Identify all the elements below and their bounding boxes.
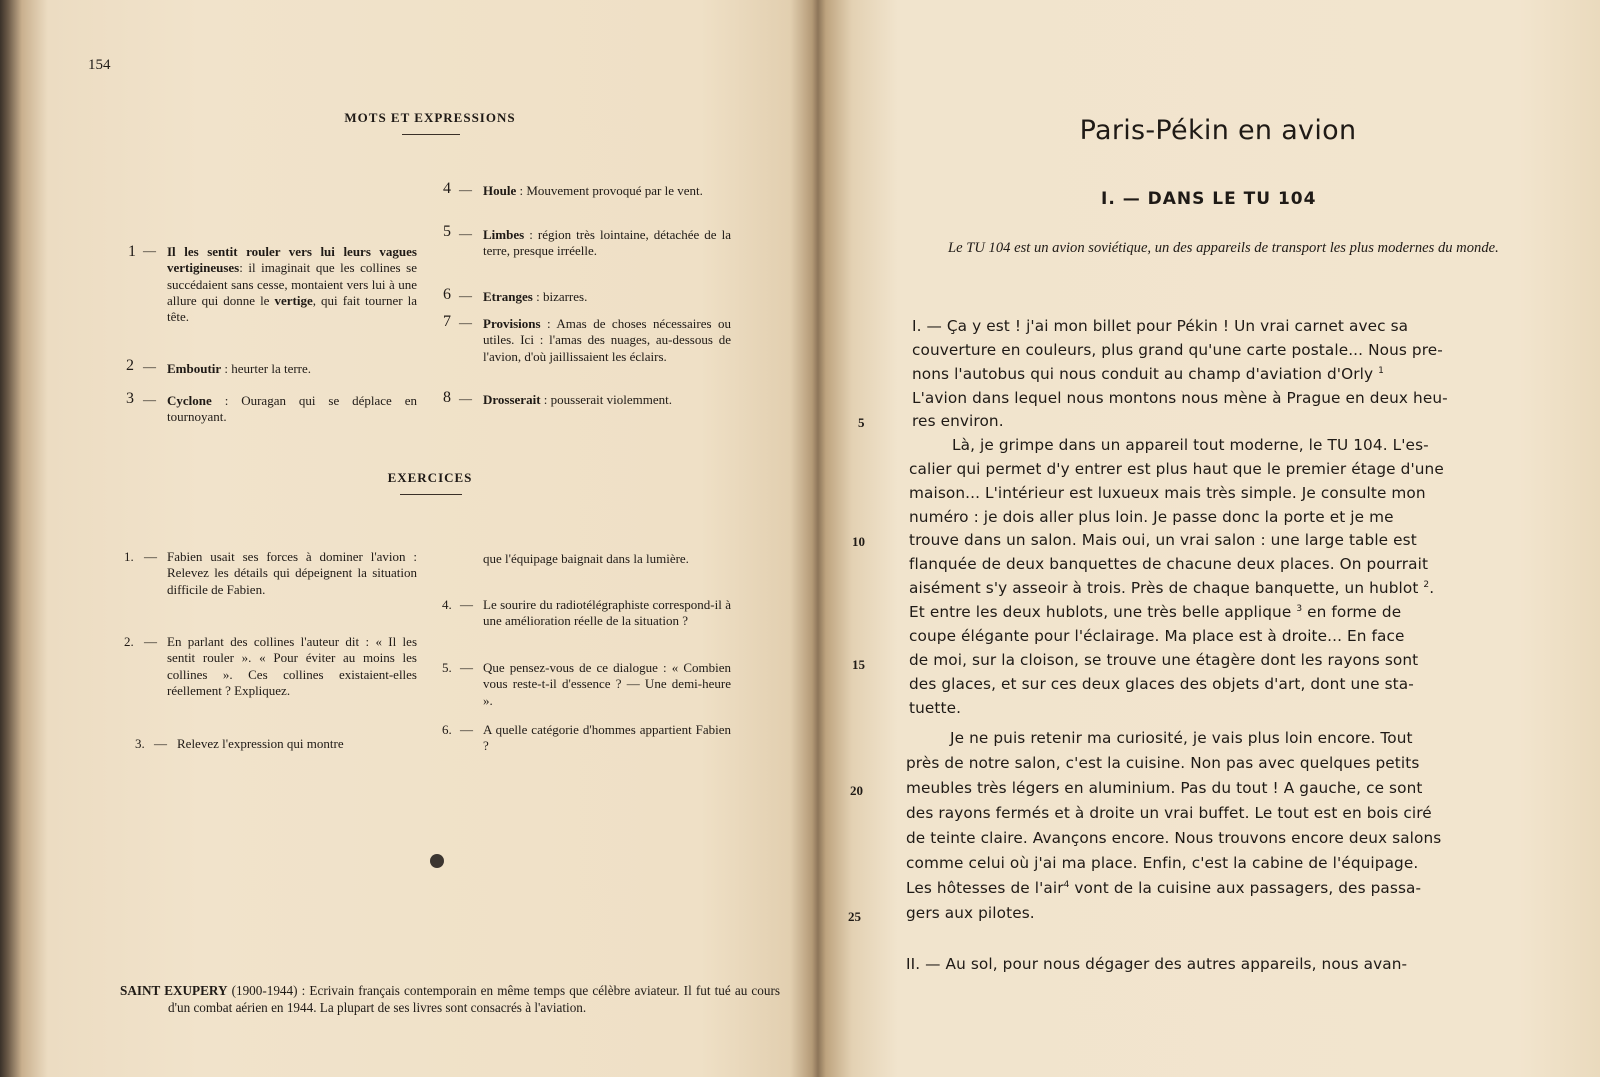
note-number: 3: [126, 390, 134, 407]
text-line: de moi, sur la cloison, se trouve une étagère dont les rayons sont: [909, 651, 1419, 669]
note-number: 1: [128, 243, 136, 260]
text-line: gers aux pilotes.: [906, 904, 1035, 922]
text-line: res environ.: [912, 412, 1004, 430]
text-line-body: Et entre les deux hublots, une très belle applique: [909, 603, 1292, 621]
text-line: I. — Ça y est ! j'ai mon billet pour Pékin ! Un vrai carnet avec sa: [912, 317, 1409, 335]
text-line-tail: vont de la cuisine aux passagers, des passa-: [1069, 879, 1422, 897]
exercise-number: 3.: [135, 736, 145, 751]
note-definition-secondary: , qui fait tourner la tête.: [167, 292, 418, 325]
exercise-item-3-continuation: que l'équipage baignait dans la lumière.: [483, 551, 689, 566]
text-line: des glaces, et sur ces deux glaces des objets d'art, dont une sta-: [909, 675, 1414, 693]
note-term: Provisions: [483, 316, 541, 331]
note-item-7: [483, 316, 731, 365]
note-dash: —: [459, 226, 472, 241]
note-term: Limbes: [483, 227, 525, 242]
note-dash: —: [143, 392, 156, 407]
note-dash: —: [459, 391, 472, 406]
note-term: Etranges: [483, 289, 533, 304]
note-item-1: [167, 244, 417, 325]
note-item-5: [483, 227, 731, 260]
exercise-dash: —: [460, 660, 473, 675]
text-line: des rayons fermés et à droite un vrai buffet. Le tout est en bois ciré: [906, 804, 1432, 822]
note-term-secondary: vertige: [274, 292, 313, 308]
footnote-marker: 1: [1378, 365, 1384, 376]
note-definition: : Mouvement provoqué par le vent.: [516, 183, 703, 198]
note-number: 8: [443, 389, 451, 406]
note-dash: —: [459, 182, 472, 197]
exercise-item-4: Le sourire du radiotélégraphiste correspond-il à une amélioration réelle de la situation ?: [483, 597, 731, 629]
text-line: maison... L'intérieur est luxueux mais très simple. Je consulte mon: [909, 484, 1426, 502]
note-item-4: [483, 183, 731, 199]
text-line: comme celui où j'ai ma place. Enfin, c'est la cabine de l'équipage.: [906, 854, 1419, 872]
exercise-number: 5.: [442, 660, 452, 675]
line-number: 25: [848, 909, 861, 924]
note-item-3: [167, 393, 417, 426]
text-line-body: nons l'autobus qui nous conduit au champ d'aviation d'Orly: [912, 365, 1374, 383]
text-line: de teinte claire. Avançons encore. Nous trouvons encore deux salons: [906, 829, 1442, 847]
text-line: près de notre salon, c'est la cuisine. Non pas avec quelques petits: [906, 754, 1420, 772]
exercise-number: 4.: [442, 597, 452, 612]
text-line-tail: en forme de: [1302, 603, 1402, 621]
note-term: Emboutir: [167, 361, 222, 376]
author-name: SAINT EXUPERY: [120, 983, 228, 998]
text-line: meubles très légers en aluminium. Pas du tout ! A gauche, ce sont: [906, 779, 1423, 797]
text-line: L'avion dans lequel nous montons nous mène à Prague en deux heu-: [912, 389, 1448, 407]
note-dash: —: [459, 288, 472, 303]
note-dash: —: [459, 315, 472, 330]
note-dash: —: [143, 359, 156, 374]
text-line: numéro : je dois aller plus loin. Je passe donc la porte et je me: [909, 508, 1394, 526]
exercise-item-1: Fabien usait ses forces à dominer l'avion : Relevez les détails qui dépeignent la situation difficile de Fabien.: [167, 549, 417, 597]
page-title: Paris-Pékin en avion: [1079, 115, 1357, 146]
author-bio-text: (1900-1944) : Ecrivain français contemporain en même temps que célèbre aviateur. Il fut tué au cours d'un combat aérien en 1944. La plupart de ses livres sont consacrés à l'aviation.: [168, 983, 780, 1015]
note-definition: : Ouragan qui se déplace en tournoyant.: [167, 393, 417, 425]
exercises-title: EXERCICES: [387, 470, 473, 485]
exercises-title-rule: [400, 494, 462, 495]
line-number: 5: [858, 415, 865, 430]
note-definition: : pousserait violemment.: [540, 392, 672, 407]
exercise-item-6: A quelle catégorie d'hommes appartient Fabien ?: [483, 722, 731, 754]
text-line: aisément s'y asseoir à trois. Près de chaque banquette, un hublot $^2$.: [909, 579, 1435, 597]
note-item-6: [483, 289, 731, 305]
footnote-marker: 2: [1423, 579, 1430, 590]
exercise-dash: —: [460, 597, 473, 612]
exercise-item-3: Relevez l'expression qui montre: [177, 736, 344, 751]
note-item-2: [167, 361, 417, 377]
line-number: 20: [850, 783, 863, 798]
footnote-marker: 4: [1063, 879, 1070, 890]
note-definition: : région très lointaine, détachée de la terre, presque irréelle.: [483, 227, 731, 259]
note-number: 2: [126, 357, 134, 374]
note-definition: : il imaginait que les collines se succédaient sans cesse, montaient vers lui à une allure qui donne le: [167, 260, 417, 308]
note-number: 4: [443, 180, 451, 197]
note-term: Houle: [483, 183, 517, 198]
line-number: 10: [852, 534, 865, 549]
text-line: Là, je grimpe dans un appareil tout moderne, le TU 104. L'es-: [952, 436, 1429, 454]
text-line: Je ne puis retenir ma curiosité, je vais plus loin encore. Tout: [950, 729, 1413, 747]
text-line-body: Les hôtesses de l'air: [906, 879, 1064, 897]
vocab-title-rule: [402, 134, 460, 135]
exercise-number: 6.: [442, 722, 452, 737]
note-number: 6: [443, 286, 451, 303]
note-term: Il les sentit rouler vers lui leurs vagues vertigineuses: [167, 244, 417, 276]
text-line: tuette.: [909, 699, 962, 717]
note-number: 7: [443, 313, 451, 330]
text-line: flanquée de deux banquettes de chacune deux places. On pourrait: [909, 555, 1429, 573]
note-number: 5: [443, 223, 451, 240]
note-definition: : bizarres.: [532, 289, 588, 304]
vocab-title: MOTS ET EXPRESSIONS: [344, 110, 516, 125]
note-term: Drosserait: [483, 392, 541, 407]
section-subtitle: I. — DANS LE TU 104: [1101, 189, 1317, 209]
text-line: [906, 879, 1421, 897]
exercise-number: 1.: [124, 549, 134, 564]
note-definition: : heurter la terre.: [221, 361, 312, 376]
exercise-item-2: En parlant des collines l'auteur dit : « Il les sentit rouler ». « Pour éviter au moins les collines ». Ces collines existaient-elles réellement ? Expliquez.: [167, 634, 417, 698]
text-line-body: aisément s'y asseoir à trois. Près de chaque banquette, un hublot: [909, 579, 1419, 597]
text-line: II. — Au sol, pour nous dégager des autres appareils, nous avan-: [906, 955, 1408, 973]
note-dash: —: [143, 243, 156, 258]
text-line: coupe élégante pour l'éclairage. Ma place est à droite... En face: [909, 627, 1405, 645]
exercise-number: 2.: [124, 634, 134, 649]
intro-paragraph: Le TU 104 est un avion soviétique, un des appareils de transport les plus modernes du monde.: [948, 240, 1499, 256]
text-line: calier qui permet d'y entrer est plus haut que le premier étage d'une: [909, 460, 1444, 478]
line-number: 15: [852, 657, 865, 672]
page-number: 154: [88, 57, 111, 73]
exercise-dash: —: [460, 722, 473, 737]
ornament-dot: [430, 854, 444, 868]
footnote-marker: 3: [1296, 603, 1303, 614]
author-bio: [120, 982, 780, 1016]
exercise-dash: —: [144, 549, 157, 564]
note-item-8: [483, 392, 731, 408]
text-line: [909, 603, 1401, 621]
exercise-item-5: Que pensez-vous de ce dialogue : « Combien vous reste-t-il d'essence ? — Une demi-heure ».: [483, 660, 731, 708]
note-term: Cyclone: [167, 393, 212, 408]
text-line: trouve dans un salon. Mais oui, un vrai salon : une large table est: [909, 531, 1417, 549]
right-page: [818, 0, 1600, 1077]
exercise-dash: —: [154, 736, 167, 751]
text-line: [912, 365, 1384, 383]
exercise-dash: —: [144, 634, 157, 649]
note-definition: : Amas de choses nécessaires ou utiles. Ici : l'amas des nuages, au-dessous de l'avion, d'où jaillissaient les éclairs.: [483, 316, 731, 364]
text-line: couverture en couleurs, plus grand qu'une carte postale... Nous pre-: [912, 341, 1443, 359]
